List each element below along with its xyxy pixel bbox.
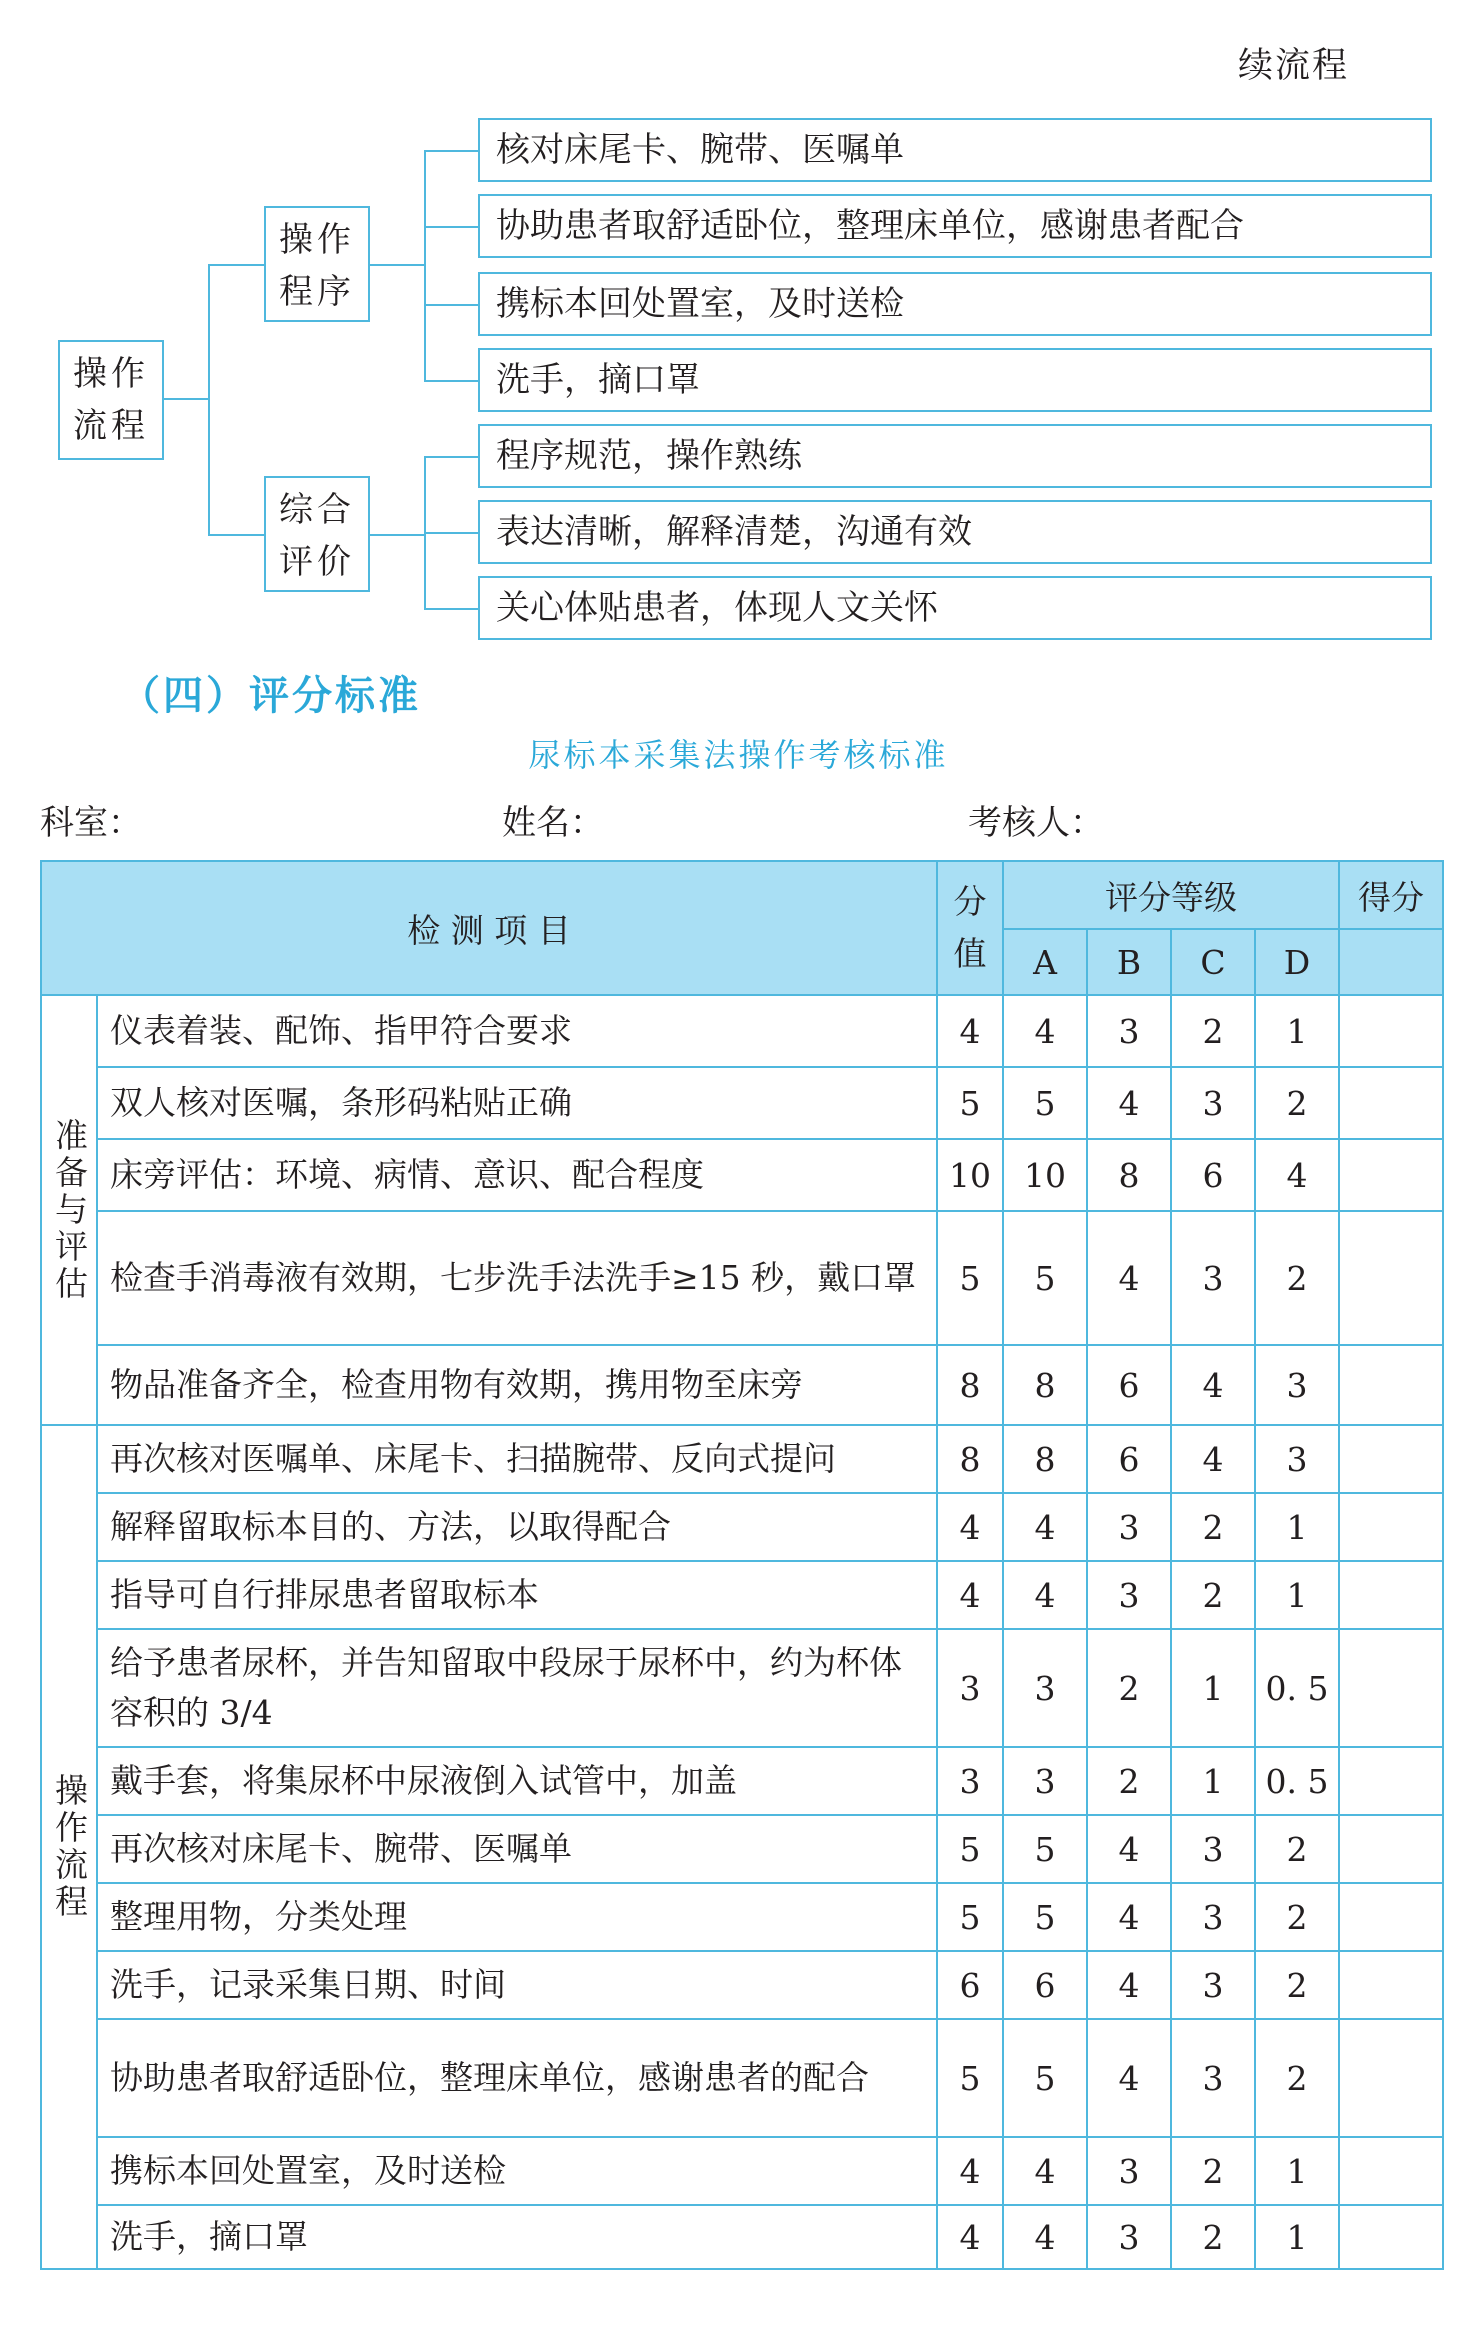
- score-cell[interactable]: [1339, 1561, 1443, 1629]
- flow-step-text: 携标本回处置室，及时送检: [496, 284, 904, 324]
- header-item: 检 测 项 目: [41, 861, 937, 995]
- section-title: （四）评分标准: [120, 673, 421, 719]
- grade-d-cell: 1: [1255, 2205, 1339, 2269]
- examiner-label: 考核人：: [968, 803, 1104, 843]
- flow-step-text: 协助患者取舒适卧位，整理床单位，感谢患者配合: [496, 206, 1244, 246]
- table-title: 尿标本采集法操作考核标准: [528, 736, 949, 774]
- connector: [424, 304, 480, 306]
- table-row: [41, 1345, 1443, 1425]
- grade-b-cell: 2: [1087, 1747, 1171, 1815]
- grade-d-cell: 3: [1255, 1425, 1339, 1493]
- header-points: 分值: [937, 861, 1003, 995]
- points-cell: 5: [937, 1067, 1003, 1139]
- grade-b-cell: 6: [1087, 1345, 1171, 1425]
- grade-b-cell: 3: [1087, 1561, 1171, 1629]
- item-cell: 再次核对医嘱单、床尾卡、扫描腕带、反向式提问: [97, 1425, 937, 1493]
- points-cell: 4: [937, 2205, 1003, 2269]
- points-cell: 5: [937, 2019, 1003, 2137]
- table-row: [41, 2019, 1443, 2137]
- points-cell: 4: [937, 1561, 1003, 1629]
- grade-d-cell: 3: [1255, 1345, 1339, 1425]
- category-cell: 操作流程: [41, 1425, 97, 2269]
- points-cell: 5: [937, 1211, 1003, 1345]
- points-cell: 3: [937, 1629, 1003, 1747]
- item-cell: 检查手消毒液有效期，七步洗手法洗手≥15 秒，戴口罩: [97, 1211, 937, 1345]
- flow-step: [478, 194, 1432, 258]
- grade-b-cell: 4: [1087, 1815, 1171, 1883]
- flow-step-text: 关心体贴患者，体现人文关怀: [496, 588, 938, 628]
- grade-b-cell: 8: [1087, 1139, 1171, 1211]
- grade-a-cell: 3: [1003, 1629, 1087, 1747]
- grade-b-cell: 4: [1087, 1951, 1171, 2019]
- item-cell: 解释留取标本目的、方法，以取得配合: [97, 1493, 937, 1561]
- item-cell: 洗手，记录采集日期、时间: [97, 1951, 937, 2019]
- item-cell: 床旁评估：环境、病情、意识、配合程度: [97, 1139, 937, 1211]
- flow-step: [478, 118, 1432, 182]
- table-row: [41, 1425, 1443, 1493]
- item-cell: 整理用物，分类处理: [97, 1883, 937, 1951]
- grade-d-cell: 2: [1255, 1883, 1339, 1951]
- grade-c-cell: 1: [1171, 1629, 1255, 1747]
- table-row: [41, 1139, 1443, 1211]
- grade-d-cell: 1: [1255, 1493, 1339, 1561]
- points-cell: 10: [937, 1139, 1003, 1211]
- grade-d-cell: 1: [1255, 995, 1339, 1067]
- item-cell: 再次核对床尾卡、腕带、医嘱单: [97, 1815, 937, 1883]
- header-grade-d: D: [1255, 929, 1339, 995]
- connector: [424, 150, 480, 152]
- item-cell: 双人核对医嘱，条形码粘贴正确: [97, 1067, 937, 1139]
- score-cell[interactable]: [1339, 2137, 1443, 2205]
- score-cell[interactable]: [1339, 2205, 1443, 2269]
- grade-d-cell: 0. 5: [1255, 1629, 1339, 1747]
- connector: [164, 398, 210, 400]
- flow-group-box-procedure: [264, 206, 370, 322]
- table-row: [41, 1747, 1443, 1815]
- connector: [424, 150, 426, 382]
- table-row: [41, 1067, 1443, 1139]
- grade-a-cell: 6: [1003, 1951, 1087, 2019]
- grade-a-cell: 4: [1003, 2137, 1087, 2205]
- grade-a-cell: 10: [1003, 1139, 1087, 1211]
- points-cell: 3: [937, 1747, 1003, 1815]
- points-cell: 4: [937, 1493, 1003, 1561]
- grade-d-cell: 2: [1255, 1815, 1339, 1883]
- item-cell: 给予患者尿杯，并告知留取中段尿于尿杯中，约为杯体容积的 3/4: [97, 1629, 937, 1747]
- item-cell: 物品准备齐全，检查用物有效期，携用物至床旁: [97, 1345, 937, 1425]
- category-cell: 准备与评估: [41, 995, 97, 1425]
- table-row: [41, 1561, 1443, 1629]
- table-row: [41, 1629, 1443, 1747]
- header-score: 得分: [1339, 861, 1443, 929]
- flowchart: [0, 0, 1477, 660]
- grade-c-cell: 2: [1171, 995, 1255, 1067]
- grade-c-cell: 3: [1171, 1067, 1255, 1139]
- grade-a-cell: 5: [1003, 1067, 1087, 1139]
- connector: [424, 226, 480, 228]
- grade-a-cell: 5: [1003, 1883, 1087, 1951]
- flow-step: [478, 348, 1432, 412]
- header-grade-b: B: [1087, 929, 1171, 995]
- flow-step: [478, 272, 1432, 336]
- item-cell: 仪表着装、配饰、指甲符合要求: [97, 995, 937, 1067]
- grade-b-cell: 2: [1087, 1629, 1171, 1747]
- dept-label: 科室：: [40, 803, 142, 843]
- flow-group-label: 综合评价: [279, 490, 355, 582]
- scoring-table: [40, 860, 1444, 2270]
- score-cell[interactable]: [1339, 1815, 1443, 1883]
- table-row: [41, 995, 1443, 1067]
- points-cell: 8: [937, 1345, 1003, 1425]
- grade-d-cell: 0. 5: [1255, 1747, 1339, 1815]
- grade-c-cell: 1: [1171, 1747, 1255, 1815]
- table-row: [41, 1815, 1443, 1883]
- grade-d-cell: 2: [1255, 2019, 1339, 2137]
- grade-c-cell: 3: [1171, 1211, 1255, 1345]
- table-row: [41, 1211, 1443, 1345]
- grade-c-cell: 3: [1171, 1815, 1255, 1883]
- grade-a-cell: 4: [1003, 2205, 1087, 2269]
- header-grade: 评分等级: [1003, 861, 1339, 929]
- grade-b-cell: 4: [1087, 1211, 1171, 1345]
- header-grade-c: C: [1171, 929, 1255, 995]
- grade-c-cell: 2: [1171, 2205, 1255, 2269]
- grade-b-cell: 4: [1087, 1883, 1171, 1951]
- item-cell: 携标本回处置室，及时送检: [97, 2137, 937, 2205]
- flow-step-text: 表达清晰，解释清楚，沟通有效: [496, 512, 972, 552]
- score-cell[interactable]: [1339, 1211, 1443, 1345]
- score-cell[interactable]: [1339, 1951, 1443, 2019]
- grade-d-cell: 2: [1255, 1067, 1339, 1139]
- item-cell: 指导可自行排尿患者留取标本: [97, 1561, 937, 1629]
- points-cell: 4: [937, 995, 1003, 1067]
- table-row: [41, 1883, 1443, 1951]
- grade-a-cell: 4: [1003, 995, 1087, 1067]
- score-cell[interactable]: [1339, 2019, 1443, 2137]
- flow-step-text: 程序规范，操作熟练: [496, 436, 802, 476]
- item-cell: 协助患者取舒适卧位，整理床单位，感谢患者的配合: [97, 2019, 937, 2137]
- connector: [424, 456, 480, 458]
- grade-b-cell: 6: [1087, 1425, 1171, 1493]
- continuation-label: 续流程: [1238, 46, 1350, 86]
- grade-a-cell: 8: [1003, 1425, 1087, 1493]
- grade-c-cell: 3: [1171, 1951, 1255, 2019]
- flow-group-box-evaluation: [264, 476, 370, 592]
- grade-c-cell: 2: [1171, 1493, 1255, 1561]
- points-cell: 8: [937, 1425, 1003, 1493]
- grade-c-cell: 4: [1171, 1345, 1255, 1425]
- grade-a-cell: 5: [1003, 1211, 1087, 1345]
- points-cell: 4: [937, 2137, 1003, 2205]
- connector: [424, 608, 480, 610]
- grade-c-cell: 4: [1171, 1425, 1255, 1493]
- grade-d-cell: 4: [1255, 1139, 1339, 1211]
- grade-a-cell: 5: [1003, 1815, 1087, 1883]
- score-cell[interactable]: [1339, 1493, 1443, 1561]
- flow-step: [478, 500, 1432, 564]
- grade-c-cell: 6: [1171, 1139, 1255, 1211]
- grade-b-cell: 4: [1087, 1067, 1171, 1139]
- grade-b-cell: 3: [1087, 1493, 1171, 1561]
- flow-step-text: 洗手，摘口罩: [496, 360, 700, 400]
- grade-b-cell: 3: [1087, 2205, 1171, 2269]
- connector: [424, 380, 480, 382]
- connector: [370, 264, 426, 266]
- header-grade-a: A: [1003, 929, 1087, 995]
- table-row: [41, 1951, 1443, 2019]
- item-cell: 洗手，摘口罩: [97, 2205, 937, 2269]
- score-cell[interactable]: [1339, 1883, 1443, 1951]
- grade-b-cell: 3: [1087, 995, 1171, 1067]
- table-row: [41, 2205, 1443, 2269]
- grade-d-cell: 2: [1255, 1211, 1339, 1345]
- grade-a-cell: 5: [1003, 2019, 1087, 2137]
- connector: [208, 264, 210, 536]
- grade-a-cell: 4: [1003, 1561, 1087, 1629]
- flow-step: [478, 576, 1432, 640]
- score-cell[interactable]: [1339, 1425, 1443, 1493]
- grade-b-cell: 4: [1087, 2019, 1171, 2137]
- grade-d-cell: 1: [1255, 2137, 1339, 2205]
- points-cell: 6: [937, 1951, 1003, 2019]
- grade-c-cell: 3: [1171, 2019, 1255, 2137]
- item-cell: 戴手套，将集尿杯中尿液倒入试管中，加盖: [97, 1747, 937, 1815]
- score-cell[interactable]: [1339, 1345, 1443, 1425]
- grade-b-cell: 3: [1087, 2137, 1171, 2205]
- grade-c-cell: 2: [1171, 1561, 1255, 1629]
- points-cell: 5: [937, 1883, 1003, 1951]
- score-cell[interactable]: [1339, 1139, 1443, 1211]
- header-score-blank: [1339, 929, 1443, 995]
- connector: [208, 264, 264, 266]
- flow-step-text: 核对床尾卡、腕带、医嘱单: [496, 130, 904, 170]
- score-cell[interactable]: [1339, 1067, 1443, 1139]
- connector: [208, 534, 264, 536]
- score-cell[interactable]: [1339, 995, 1443, 1067]
- table-row: [41, 2137, 1443, 2205]
- score-cell[interactable]: [1339, 1629, 1443, 1747]
- flow-root-label: 操作流程: [73, 354, 149, 446]
- connector: [370, 534, 426, 536]
- grade-a-cell: 8: [1003, 1345, 1087, 1425]
- table-row: [41, 1493, 1443, 1561]
- grade-d-cell: 2: [1255, 1951, 1339, 2019]
- grade-a-cell: 4: [1003, 1493, 1087, 1561]
- points-cell: 5: [937, 1815, 1003, 1883]
- grade-a-cell: 3: [1003, 1747, 1087, 1815]
- flow-step: [478, 424, 1432, 488]
- grade-c-cell: 3: [1171, 1883, 1255, 1951]
- name-label: 姓名：: [502, 803, 604, 843]
- flow-group-label: 操作程序: [279, 220, 355, 312]
- grade-d-cell: 1: [1255, 1561, 1339, 1629]
- grade-c-cell: 2: [1171, 2137, 1255, 2205]
- flow-root-box: [58, 340, 164, 460]
- connector: [424, 532, 480, 534]
- score-cell[interactable]: [1339, 1747, 1443, 1815]
